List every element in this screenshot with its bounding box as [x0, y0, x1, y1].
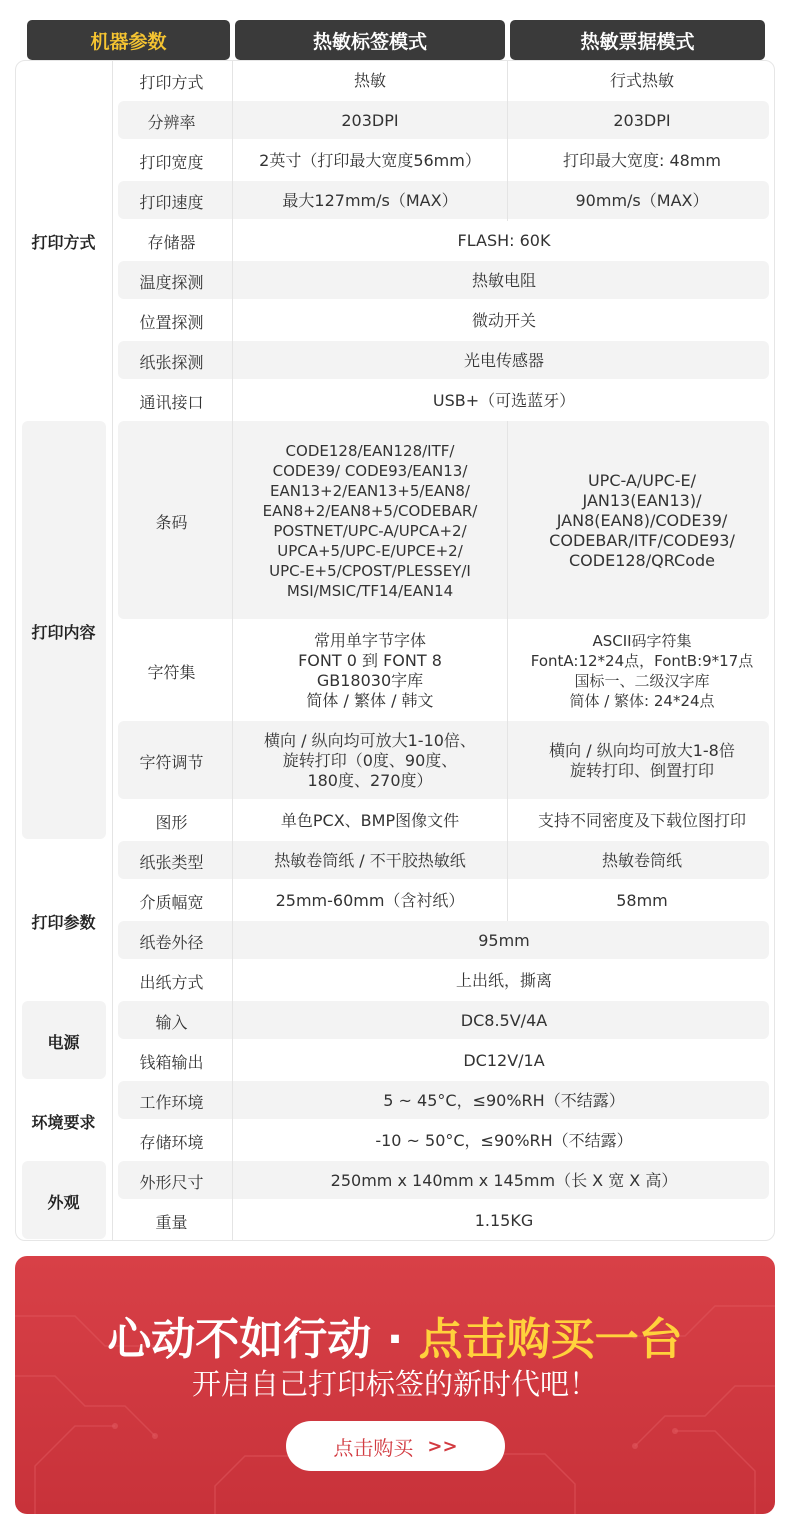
ticket-mode-value: 打印最大宽度: 48mm — [562, 151, 721, 170]
row-label: 存储环境 — [139, 1132, 204, 1152]
ticket-mode-value: 支持不同密度及下载位图打印 — [537, 811, 746, 830]
row-label: 位置探测 — [139, 312, 204, 332]
ticket-mode-value: 行式热敏 — [609, 71, 674, 90]
shared-value: 热敏电阻 — [471, 271, 536, 290]
label-mode-value: 热敏 — [353, 71, 386, 90]
row-label: 打印速度 — [139, 192, 204, 212]
row-label: 字符集 — [147, 662, 196, 682]
row-label: 重量 — [155, 1212, 188, 1232]
row-label: 存储器 — [147, 232, 196, 252]
row-label: 输入 — [155, 1012, 188, 1032]
row-label: 条码 — [155, 512, 188, 532]
row-label: 纸张探测 — [139, 352, 204, 372]
label-mode-value: 单色PCX、BMP图像文件 — [280, 811, 460, 830]
shared-value: 光电传感器 — [463, 351, 544, 370]
category-print-params: 打印参数 — [31, 912, 96, 932]
label-mode-value: 最大127mm/s（MAX） — [282, 191, 458, 210]
row-label: 纸卷外径 — [139, 932, 204, 952]
category-power: 电源 — [47, 1032, 80, 1052]
row-label: 出纸方式 — [139, 972, 204, 992]
row-label: 钱箱输出 — [139, 1052, 204, 1072]
category-environment: 环境要求 — [31, 1112, 96, 1132]
ticket-mode-value: 90mm/s（MAX） — [575, 191, 709, 210]
ticket-mode-value: ASCII码字符集 FontA:12*24点，FontB:9*17点 国标一、二级汉字库 简体 / 繁体: 24*24点 — [530, 632, 754, 710]
header-label-mode: 热敏标签模式 — [235, 20, 505, 60]
row-label: 分辨率 — [147, 112, 196, 132]
shared-value: DC12V/1A — [463, 1051, 545, 1070]
label-mode-value: 常用单字节字体 FONT 0 到 FONT 8 GB18030字库 简体 / 繁体 / 韩文 — [298, 631, 442, 710]
row-label: 温度探测 — [139, 272, 204, 292]
shared-value: -10 ~ 50°C，≤90%RH（不结露） — [375, 1131, 633, 1150]
row-label: 介质幅宽 — [139, 892, 204, 912]
category-print-content: 打印内容 — [31, 622, 96, 642]
label-mode-value: 25mm-60mm（含衬纸） — [275, 891, 465, 910]
label-mode-value: CODE128/EAN128/ITF/ CODE39/ CODE93/EAN13/ EAN13+2/EAN13+5/EAN8/ EAN8+2/EAN8+5/CODEBAR/ POSTNET/UPC-A/UPCA+2/ UPCA+5/UPC-E/UPCE+2/ UPC-E+5/CPOST/PLESSEY/I MSI/MSIC/TF14/EAN14 — [262, 442, 478, 600]
row-label: 纸张类型 — [139, 852, 204, 872]
ticket-mode-value: 热敏卷筒纸 — [601, 851, 682, 870]
shared-value: 250mm x 140mm x 145mm（长 X 宽 X 高） — [330, 1171, 678, 1190]
promo-slogan — [15, 1313, 775, 1367]
ticket-mode-value: 横向 / 纵向均可放大1-8倍 旋转打印、倒置打印 — [549, 741, 735, 780]
ticket-mode-value: 58mm — [616, 891, 668, 910]
category-appearance: 外观 — [47, 1192, 80, 1212]
shared-value: FLASH: 60K — [457, 231, 551, 250]
row-label: 外形尺寸 — [139, 1172, 204, 1192]
row-label: 字符调节 — [139, 752, 204, 772]
double-chevron-right-icon: >> — [427, 1435, 458, 1457]
label-mode-value: 203DPI — [341, 111, 399, 130]
promo-subtitle: 开启自己打印标签的新时代吧！ — [191, 1367, 598, 1401]
label-mode-value: 热敏卷筒纸 / 不干胶热敏纸 — [274, 851, 466, 870]
label-mode-value: 2英寸（打印最大宽度56mm） — [259, 151, 481, 170]
shared-value: 上出纸，撕离 — [455, 971, 552, 990]
label-mode-value: 横向 / 纵向均可放大1-10倍、 旋转打印（0度、90度、 180度、270度） — [264, 731, 476, 790]
row-label: 工作环境 — [139, 1092, 204, 1112]
header-machine-params: 机器参数 — [27, 20, 230, 60]
row-label: 打印宽度 — [139, 152, 204, 172]
row-label: 通讯接口 — [139, 392, 204, 412]
buy-now-button[interactable] — [286, 1421, 505, 1471]
shared-value: 微动开关 — [471, 311, 536, 330]
shared-value: 1.15KG — [474, 1211, 534, 1230]
buy-button-label: 点击购买 — [333, 1435, 414, 1460]
shared-value: USB+（可选蓝牙） — [432, 391, 576, 410]
slogan-yellow-part: 点击购买一台 — [418, 1314, 683, 1365]
header-ticket-mode: 热敏票据模式 — [510, 20, 765, 60]
row-label: 打印方式 — [139, 72, 204, 92]
ticket-mode-value: UPC-A/UPC-E/ JAN13(EAN13)/ JAN8(EAN8)/CODE39/ CODEBAR/ITF/CODE93/ CODE128/QRCode — [549, 471, 735, 570]
shared-value: 5 ~ 45°C，≤90%RH（不结露） — [383, 1091, 625, 1110]
category-print-mode: 打印方式 — [31, 232, 96, 252]
promo-banner — [15, 1256, 775, 1514]
row-label: 图形 — [155, 812, 188, 832]
slogan-white-part: 心动不如行动 · — [107, 1314, 419, 1365]
shared-value: DC8.5V/4A — [460, 1011, 548, 1030]
ticket-mode-value: 203DPI — [613, 111, 671, 130]
shared-value: 95mm — [478, 931, 530, 950]
